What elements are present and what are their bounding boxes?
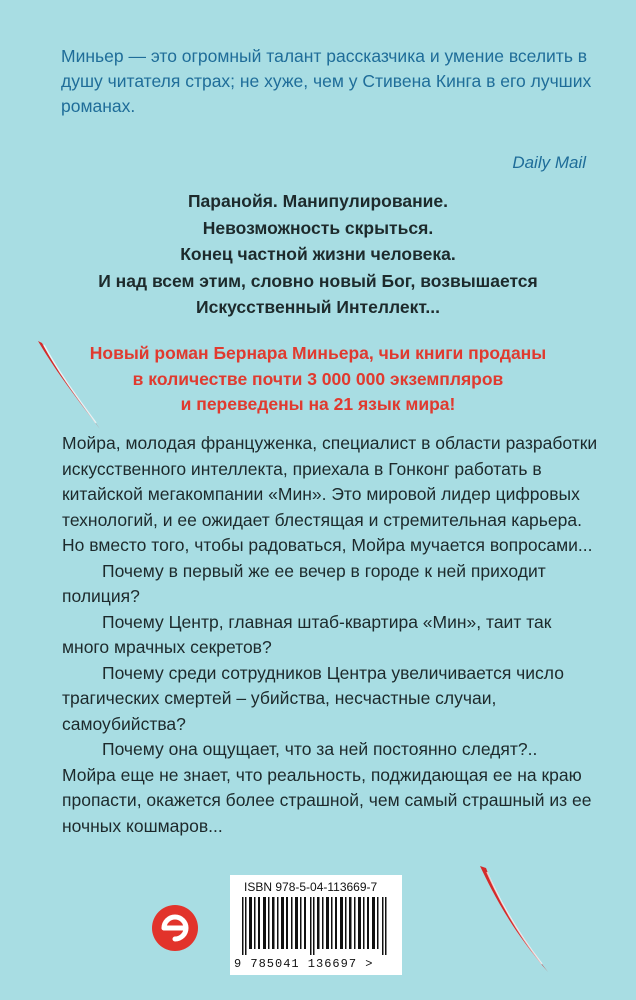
synopsis-outro: Мойра еще не знает, что реальность, поджидающая ее на краю пропасти, окажется более страшной, чем самый страшный из ее ночных кошмаров... bbox=[62, 764, 592, 836]
synopsis-question: Почему в первый же ее вечер в городе к ней приходит полиция? bbox=[62, 560, 546, 606]
promo-line: Новый роман Бернара Миньера, чьи книги проданы bbox=[89, 343, 547, 363]
synopsis-intro: Мойра, молодая француженка, специалист в области разработки искусственного интеллекта, приехала в Гонконг работать в китайской мегакомпании «Мин». Это мировой лидер цифровых технологий, и ее ожидает блестящая и стремительная карьера. Но вместо того, чтобы радоваться, Мойра мучается вопросами... bbox=[62, 433, 598, 555]
tagline-line: Искусственный Интеллект... bbox=[196, 297, 440, 317]
review-quote: Миньер — это огромный талант рассказчика и умение вселить в душу читателя страх; не хуже, чем у Стивена Кинга в его лучших романах. bbox=[61, 46, 592, 116]
tagline-line: И над всем этим, словно новый Бог, возвышается bbox=[98, 270, 538, 291]
review-source: Daily Mail bbox=[512, 153, 586, 172]
synopsis bbox=[62, 431, 602, 839]
promo-block bbox=[0, 341, 636, 418]
barcode-panel bbox=[230, 875, 402, 975]
promo-line: в количестве почти 3 000 000 экземпляров bbox=[132, 368, 504, 389]
ean-digits: 9 785041 136697 > bbox=[234, 957, 374, 971]
synopsis-question: Почему она ощущает, что за ней постоянно следят?.. bbox=[102, 739, 538, 759]
synopsis-question: Почему среди сотрудников Центра увеличивается число трагических смертей – убийства, несчастные случаи, самоубийства? bbox=[62, 662, 564, 734]
promo-line: и переведены на 21 язык мира! bbox=[180, 394, 456, 414]
tagline-line: Паранойя. Манипулирование. bbox=[187, 191, 449, 211]
red-scratch-icon bbox=[470, 860, 560, 980]
tagline-line: Невозможность скрыться. bbox=[202, 217, 434, 238]
tagline-line: Конец частной жизни человека. bbox=[180, 244, 456, 264]
isbn-number: ISBN 978-5-04-113669-7 bbox=[244, 880, 378, 894]
tagline-block bbox=[0, 188, 636, 321]
synopsis-question: Почему Центр, главная штаб-квартира «Мин», таит так много мрачных секретов? bbox=[62, 611, 552, 657]
barcode-icon bbox=[240, 897, 392, 955]
eksmo-logo-icon bbox=[150, 903, 200, 953]
